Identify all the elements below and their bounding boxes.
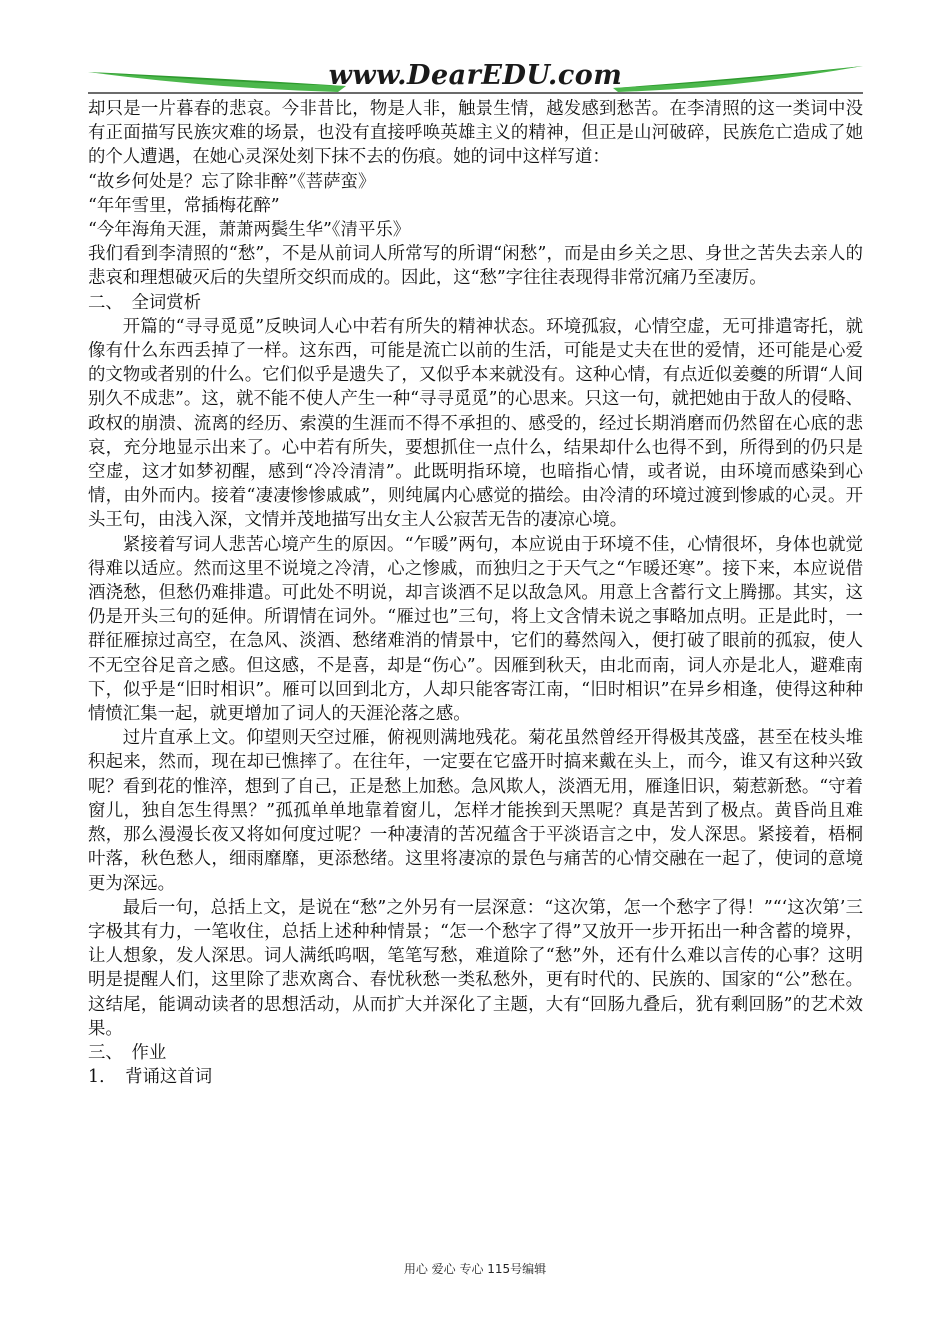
paragraph: 紧接着写词人悲苦心境产生的原因。“乍暖”两句，本应说由于环境不佳，心情很坏，身体也就觉得难以适应。然而这里不说境之冷清，心之惨戚，而独归之于天气之“乍暖还寒”。接下来，本应说借酒浇愁，但愁仍难排遣。可此处不明说，却言谈酒不足以敌急风。用意上含蓄行文上腾挪。其实，这仍是开头三句的延伸。所谓情在词外。“雁过也”三句，将上文含情未说之事略加点明。正是此时，一群征雁掠过高空，在急风、淡酒、愁绪难消的情景中，它们的蓦然闯入，便打破了眼前的孤寂，使人不无空谷足音之感。但这感，不是喜，却是“伤心”。因雁到秋天，由北而南，词人亦是北人，避难南下，似乎是“旧时相识”。雁可以回到北方，人却只能客寄江南，“旧时相识”在异乡相逢，使得这种种情愤汇集一起，就更增加了词人的天涯沦落之感。 — [88, 534, 863, 725]
section-heading: 三、 作业 — [88, 1042, 167, 1063]
site-logo-text[interactable]: www.DearEDU.com — [328, 60, 623, 91]
paragraph: 却只是一片暮春的悲哀。今非昔比，物是人非，触景生情，越发感到愁苦。在李清照的这一类词中没有正面描写民族灾难的场景，也没有直接呼唤英雄主义的精神，但正是山河破碎，民族危亡造成了她的个人遭遇，在她心灵深处刻下抹不去的伤痕。她的词中这样写道： — [88, 99, 863, 168]
paragraph: 我们看到李清照的“愁”，不是从前词人所常写的所谓“闲愁”，而是由乡关之思、身世之苦失去亲人的悲哀和理想破灭后的失望所交织而成的。因此，这“愁”字往往表现得非常沉痛乃至凄厉。 — [88, 244, 863, 289]
list-item: 1． 背诵这首词 — [88, 1067, 213, 1088]
quote-line: “年年雪里，常插梅花醉” — [88, 195, 280, 216]
paragraph: 最后一句，总括上文，是说在“愁”之外另有一层深意：“这次第，怎一个愁字了得！”“‘这次第’三字极其有力，一笔收住，总括上述种种情景；“怎一个愁字了得”又放开一步开拓出一种含蓄的境界，让人想象，发人深思。词人满纸呜咽，笔笔写愁，难道除了“愁”外，还有什么难以言传的心事？这明明是提醒人们，这里除了悲欢离合、春忧秋愁一类私愁外，更有时代的、民族的、国家的“公”愁在。这结尾，能调动读者的思想活动，从而扩大并深化了主题，大有“回肠九叠后，犹有剩回肠”的艺术效果。 — [88, 897, 863, 1039]
quote-line: “故乡何处是？忘了除非醉”《菩萨蛮》 — [88, 171, 376, 192]
paragraph: 开篇的“寻寻觅觅”反映词人心中若有所失的精神状态。环境孤寂，心情空虚，无可排遣寄托，就像有什么东西丢掉了一样。这东西，可能是流亡以前的生活，可能是丈夫在世的爱情，还可能是心爱的文物或者别的什么。它们似乎是遗失了，又似乎本来就没有。这种心情，有点近似姜夔的所谓“人间别久不成悲”。这，就不能不使人产生一种“寻寻觅觅”的心思来。只这一句，就把她由于敌人的侵略、政权的崩溃、流离的经历、索漠的生涯而不得不承担的、感受的，经过长期消磨而仍然留在心底的悲哀，充分地显示出来了。心中若有所失，要想抓住一点什么，结果却什么也得不到，所得到的仍只是空虚，这才如梦初醒，感到“冷冷清清”。此既明指环境，也暗指心情，或者说，由环境而感染到心情，由外而内。接着“凄凄惨惨戚戚”，则纯属内心感觉的描绘。由冷清的环境过渡到惨戚的心灵。开头王句，由浅入深，文情并茂地描写出女主人公寂苦无告的凄凉心境。 — [88, 316, 863, 531]
site-header — [88, 58, 863, 96]
page-footer: 用心 爱心 专心 115号编辑 — [403, 1262, 547, 1276]
section-heading: 二、 全词赏析 — [88, 292, 202, 313]
document-body — [88, 97, 863, 1089]
quote-line: “今年海角天涯，萧萧两鬓生华”《清平乐》 — [88, 220, 411, 241]
paragraph: 过片直承上文。仰望则天空过雁，俯视则满地残花。菊花虽然曾经开得极其茂盛，甚至在枝头堆积起来，然而，现在却已憔摔了。在往年，一定要在它盛开时搞来戴在头上，而今，谁又有这种兴致呢？看到花的惟淬，想到了自己，正是愁上加愁。急风欺人，淡酒无用，雁逢旧识，菊惹新愁。“守着窗儿，独自怎生得黑？”孤孤单单地靠着窗儿，怎样才能挨到天黑呢？真是苦到了极点。黄昏尚且难熬，那么漫漫长夜又将如何度过呢？一种凄清的苦况蕴含于平淡语言之中，发人深思。紧接着，梧桐叶落，秋色愁人，细雨靡靡，更添愁绪。这里将凄凉的景色与痛苦的心情交融在一起了，使词的意境更为深远。 — [88, 728, 863, 894]
